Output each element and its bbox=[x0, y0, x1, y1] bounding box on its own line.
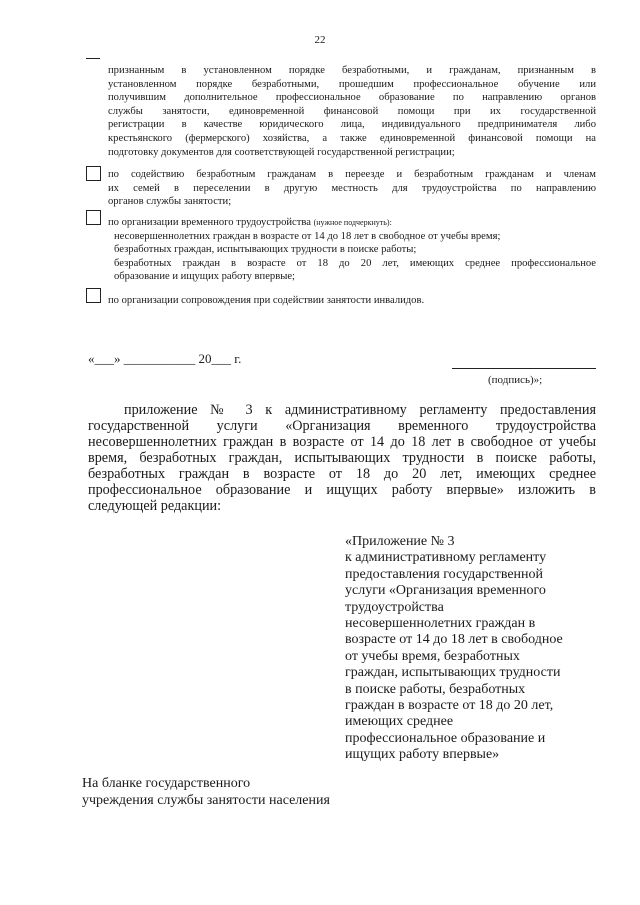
appendix-header bbox=[345, 534, 600, 764]
signature-line bbox=[452, 368, 596, 369]
text-line: профессиональное образование и bbox=[345, 730, 546, 746]
text-line: граждан в возрасте от 18 до 20 лет, bbox=[345, 698, 554, 714]
amendment-paragraph bbox=[88, 402, 596, 514]
checkbox-relocation[interactable] bbox=[84, 165, 104, 183]
sub-option: образование и ищущих работу впервые; bbox=[114, 271, 295, 283]
text-line: крестьянского (фермерского) хозяйства, а также единовременной финансовой помощи на bbox=[108, 132, 596, 144]
text-line: регистрации в качестве юридического лица, индивидуального предпринимателя либо bbox=[108, 119, 596, 131]
text-line: возрасте от 14 до 18 лет в свободное bbox=[345, 632, 563, 648]
text-line: время, безработных граждан, испытывающих трудности в поиске работы, bbox=[88, 450, 596, 466]
text-line: безработных граждан в возрасте от 18 до 20 лет, имеющих среднее bbox=[88, 466, 596, 482]
text-line: «Приложение № 3 bbox=[345, 534, 455, 549]
text-line: от учебы время, безработных bbox=[345, 648, 520, 664]
text-line: органов службы занятости; bbox=[108, 196, 232, 208]
text-line: предоставления государственной bbox=[345, 566, 544, 582]
service-option-2-text bbox=[108, 168, 596, 209]
service-option-3-text bbox=[108, 216, 596, 284]
text-line: их семей в переселении в другую местность для трудоустройства по направлению bbox=[108, 182, 596, 194]
text-line: учреждения службы занятости населения bbox=[82, 793, 330, 808]
text-line: подготовку документов для соответствующей государственной регистрации; bbox=[108, 146, 455, 158]
text-line: службы занятости, единовременной финансовой помощи при их государственной bbox=[108, 105, 596, 117]
page-number: 22 bbox=[314, 34, 326, 46]
checkbox-temporary-employment[interactable] bbox=[84, 209, 104, 227]
option-label: по организации временного трудоустройства bbox=[108, 217, 311, 228]
text-line: признанным в установленном порядке безработными, и гражданам, признанным в bbox=[108, 65, 596, 76]
sub-option: безработных граждан, испытывающих трудности в поиске работы; bbox=[114, 244, 417, 256]
text-line: На бланке государственного bbox=[82, 776, 251, 791]
text-line: в поиске работы, безработных bbox=[345, 681, 526, 697]
date-field: «___» ___________ 20___ г. bbox=[88, 351, 242, 366]
letterhead-note bbox=[82, 775, 330, 809]
text-line: трудоустройства bbox=[345, 599, 444, 615]
text-line: установленном порядке безработными, прошедшим профессиональное обучение или bbox=[108, 78, 596, 90]
service-option-1-text bbox=[108, 64, 596, 159]
text-line: получившим дополнительное профессиональное образование по направлению органов bbox=[108, 92, 596, 104]
text-line: граждан, испытывающих трудности bbox=[345, 665, 561, 681]
text-line: по содействию безработным гражданам в переезде и безработным гражданам и членам bbox=[108, 169, 596, 180]
text-line: приложение № 3 к административному регламенту предоставления bbox=[124, 402, 596, 418]
text-line: имеющих среднее bbox=[345, 714, 454, 730]
form-dash bbox=[86, 58, 100, 59]
text-line: следующей редакции: bbox=[88, 498, 222, 514]
checkbox-disabled-support[interactable] bbox=[84, 287, 104, 305]
underline-note: (нужное подчеркнуть): bbox=[313, 218, 392, 227]
sub-option: несовершеннолетних граждан в возрасте от 14 до 18 лет в свободное от учебы время; bbox=[114, 230, 501, 242]
text-line: ищущих работу впервые» bbox=[345, 747, 500, 763]
signature-caption: (подпись)»; bbox=[488, 374, 543, 386]
text-line: государственной услуги «Организация временного трудоустройства bbox=[88, 418, 596, 434]
text-line: несовершеннолетних граждан в bbox=[345, 616, 536, 632]
text-line: услуги «Организация временного bbox=[345, 583, 546, 599]
text-line: к административному регламенту bbox=[345, 550, 547, 566]
sub-option: безработных граждан в возрасте от 18 до 20 лет, имеющих среднее профессиональное bbox=[114, 257, 596, 269]
service-option-4-text: по организации сопровождения при содействии занятости инвалидов. bbox=[108, 295, 425, 306]
text-line: профессиональное образование и ищущих работу впервые» изложить в bbox=[88, 482, 596, 498]
text-line: несовершеннолетних граждан в возрасте от 14 до 18 лет в свободное от учебы bbox=[88, 434, 596, 450]
